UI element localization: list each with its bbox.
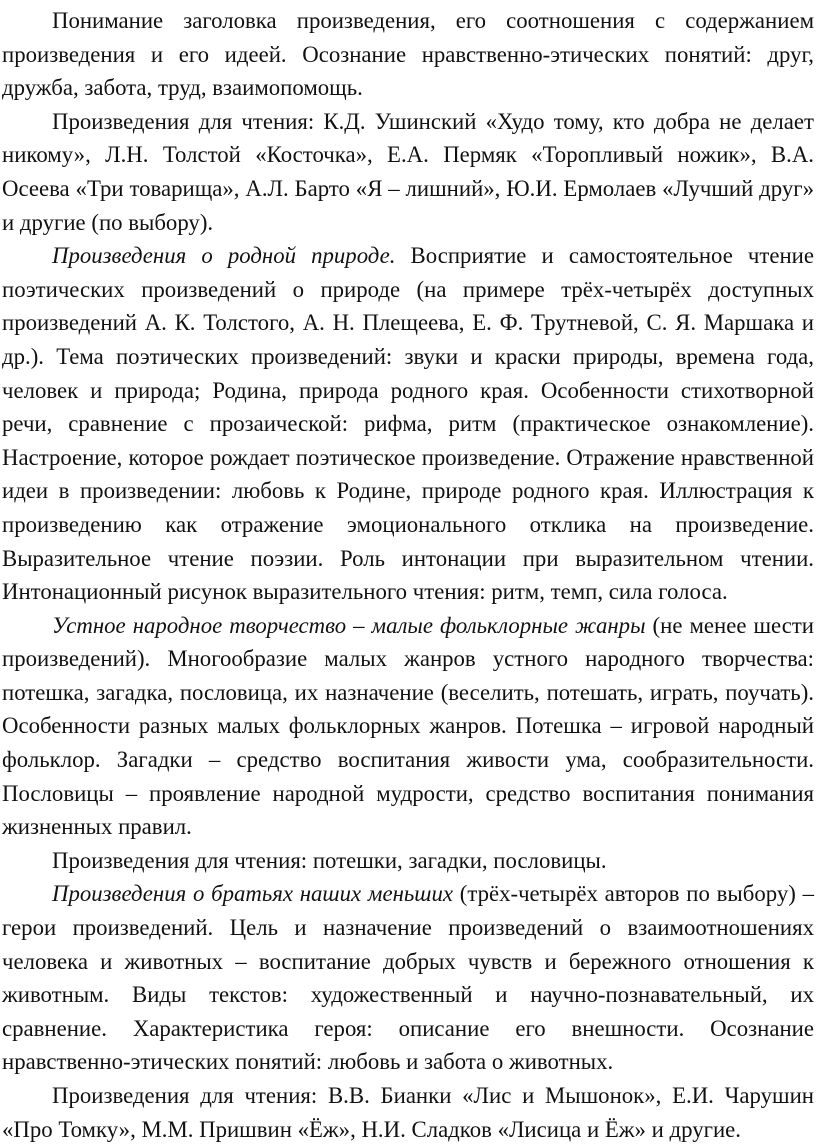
paragraph-text: Восприятие и самостоятельное чтение поэтических произведений о природе (на примере трёх-четырёх доступных произведений А. К. Толстого, А. Н. Плещеева, Е. Ф. Трутневой, С. Я. Маршака и др.). Тема поэтических произведений: звуки и краски природы, времена года, человек и природа; Родина, природа родного края. Особенности стихотворной речи, сравнение с прозаической: рифма, ритм (практическое ознакомление). Настроение, которое рождает поэтическое произведение. Отражение нравственной идеи в произведении: любовь к Родине, природе родного края. Иллюстрация к произведению как отражение эмоционального отклика на произведение. Выразительное чтение поэзии. Роль интонации при выразительном чтении. Интонационный рисунок выразительного чтения: ритм, темп, сила голоса. — [2, 243, 814, 605]
section-heading: Устное народное творчество – малые фольклорные жанры — [52, 612, 646, 638]
section-heading: Произведения о родной природе. — [52, 243, 396, 269]
paragraph-text: (трёх-четырёх авторов по выбору) – герои произведений. Цель и назначение произведений о взаимоотношениях человека и животных – воспитание добрых чувств и бережного отношения к животным. Виды текстов: художественный и научно-познавательный, их сравнение. Характеристика героя: описание его внешности. Осознание нравственно-этических понятий: любовь и забота о животных. — [2, 881, 814, 1075]
paragraph-animals — [2, 877, 814, 1079]
paragraph-reading-list-friendship — [2, 105, 814, 239]
paragraph-text: (не менее шести произведений). Многообразие малых жанров устного народного творчества: потешка, загадка, пословица, их назначение (веселить, потешать, играть, поучать). Особенности разных малых фольклорных жанров. Потешка – игровой народный фольклор. Загадки – средство воспитания живости ума, сообразительности. Пословицы – проявление народной мудрости, средство воспитания понимания жизненных правил. — [2, 612, 814, 840]
paragraph-text: Произведения для чтения: К.Д. Ушинский «Худо тому, кто добра не делает никому», Л.Н. Толстой «Косточка», Е.А. Пермяк «Торопливый ножик», В.А. Осеева «Три товарища», А.Л. Барто «Я – лишний», Ю.И. Ермолаев «Лучший друг» и другие (по выбору). — [2, 108, 814, 235]
paragraph-reading-list-animals — [2, 1079, 814, 1146]
paragraph-text: Произведения для чтения: В.В. Бианки «Лис и Мышонок», Е.И. Чарушин «Про Томку», М.М. Пришвин «Ёж», Н.И. Сладков «Лисица и Ёж» и другие. — [2, 1083, 814, 1142]
paragraph-text: Понимание заголовка произведения, его соотношения с содержанием произведения и его идеей. Осознание нравственно-этических понятий: друг, дружба, забота, труд, взаимопомощь. — [2, 8, 814, 101]
paragraph-title-understanding — [2, 4, 814, 105]
paragraph-text: Произведения для чтения: потешки, загадки, пословицы. — [52, 847, 607, 873]
paragraph-folklore — [2, 609, 814, 844]
paragraph-native-nature — [2, 239, 814, 609]
section-heading: Произведения о братьях наших меньших — [52, 881, 453, 907]
paragraph-reading-list-folklore — [2, 844, 814, 878]
